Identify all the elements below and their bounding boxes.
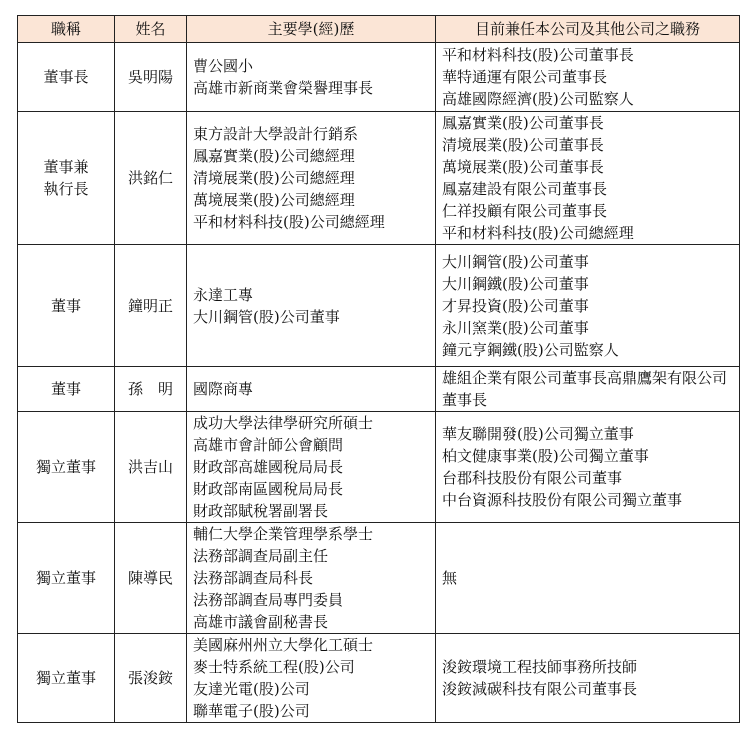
cell-education xyxy=(187,412,436,523)
cell-education xyxy=(187,634,436,723)
cell-positions xyxy=(436,112,740,245)
table-row xyxy=(18,634,740,723)
cell-title-line: 執行長 xyxy=(43,180,89,198)
cell-positions-line: 浚銨減碳科技有限公司董事長 xyxy=(442,680,638,698)
cell-education-line: 輔仁大學企業管理學系學士 xyxy=(193,525,374,543)
cell-education-line: 國際商專 xyxy=(193,380,254,398)
cell-title-line: 獨立董事 xyxy=(35,458,96,476)
cell-education-line: 美國麻州州立大學化工碩士 xyxy=(193,636,374,654)
cell-education-line: 清境展業(股)公司總經理 xyxy=(193,169,355,187)
cell-education-line: 鳳嘉實業(股)公司總經理 xyxy=(193,147,355,165)
cell-title-line: 董事長 xyxy=(43,68,89,86)
cell-positions-line: 清境展業(股)公司董事長 xyxy=(442,136,604,154)
table-body xyxy=(18,43,740,723)
cell-positions-line: 無 xyxy=(442,569,458,587)
cell-education xyxy=(187,43,436,112)
cell-positions-line: 平和材料科技(股)公司董事長 xyxy=(442,46,634,64)
cell-positions-line: 平和材料科技(股)公司總經理 xyxy=(442,224,634,242)
cell-title xyxy=(18,634,115,723)
cell-title xyxy=(18,412,115,523)
cell-positions-line: 柏文健康事業(股)公司獨立董事 xyxy=(442,447,649,465)
cell-education-line: 永達工專 xyxy=(193,285,254,304)
cell-education-line: 東方設計大學設計行銷系 xyxy=(193,125,359,143)
cell-name: 洪銘仁 xyxy=(115,112,187,245)
cell-education-line: 法務部調查局科長 xyxy=(193,569,314,587)
cell-positions-line: 大川鋼鐵(股)公司董事 xyxy=(442,274,589,293)
cell-education-line: 財政部南區國稅局局長 xyxy=(193,480,344,498)
cell-positions xyxy=(436,367,740,412)
cell-name: 陳導民 xyxy=(115,523,187,634)
cell-positions-line: 浚銨環境工程技師事務所技師 xyxy=(442,658,638,676)
cell-title-line: 獨立董事 xyxy=(35,669,96,687)
cell-education-line: 聯華電子(股)公司 xyxy=(193,702,310,720)
cell-title xyxy=(18,112,115,245)
cell-education-line: 法務部調查局副主任 xyxy=(193,547,329,565)
cell-name: 洪吉山 xyxy=(115,412,187,523)
table-row xyxy=(18,43,740,112)
cell-positions-line: 雄組企業有限公司董事長高鼎鷹架有限公司董事長 xyxy=(442,369,728,409)
cell-positions xyxy=(436,634,740,723)
cell-positions-line: 華特通運有限公司董事長 xyxy=(442,68,608,86)
cell-positions-line: 仁祥投顧有限公司董事長 xyxy=(442,202,608,220)
table-row xyxy=(18,523,740,634)
header-name: 姓名 xyxy=(115,16,187,43)
cell-education-line: 成功大學法律學研究所碩士 xyxy=(193,414,374,432)
header-education: 主要學(經)歷 xyxy=(187,16,436,43)
cell-positions-line: 高雄國際經濟(股)公司監察人 xyxy=(442,90,634,108)
cell-positions-line: 華友聯開發(股)公司獨立董事 xyxy=(442,425,634,443)
cell-education-line: 平和材料科技(股)公司總經理 xyxy=(193,213,385,231)
directors-table xyxy=(17,15,740,723)
table-row xyxy=(18,245,740,367)
cell-positions-line: 鳳嘉建設有限公司董事長 xyxy=(442,180,608,198)
cell-education xyxy=(187,367,436,412)
cell-education-line: 萬境展業(股)公司總經理 xyxy=(193,191,355,209)
cell-positions xyxy=(436,523,740,634)
cell-name: 吳明陽 xyxy=(115,43,187,112)
header-title: 職稱 xyxy=(18,16,115,43)
cell-education-line: 高雄市議會副秘書長 xyxy=(193,613,329,631)
cell-name: 孫 明 xyxy=(115,367,187,412)
cell-title xyxy=(18,43,115,112)
cell-positions-line: 永川窯業(股)公司董事 xyxy=(442,318,589,337)
cell-education xyxy=(187,523,436,634)
cell-education-line: 大川鋼管(股)公司董事 xyxy=(193,307,340,326)
cell-education xyxy=(187,112,436,245)
cell-education-line: 友達光電(股)公司 xyxy=(193,680,310,698)
cell-education-line: 高雄市新商業會榮譽理事長 xyxy=(193,79,374,97)
cell-title-line: 獨立董事 xyxy=(35,569,96,587)
header-positions: 目前兼任本公司及其他公司之職務 xyxy=(436,16,740,43)
table-row xyxy=(18,112,740,245)
cell-education-line: 財政部高雄國稅局局長 xyxy=(193,458,344,476)
cell-title-line: 董事 xyxy=(50,296,81,315)
directors-table-wrapper xyxy=(17,15,740,723)
cell-title-line: 董事兼 xyxy=(43,158,89,176)
cell-positions-line: 才昇投資(股)公司董事 xyxy=(442,296,589,315)
cell-positions-line: 大川鋼管(股)公司董事 xyxy=(442,252,589,271)
cell-positions-line: 鐘元亨鋼鐵(股)公司監察人 xyxy=(442,340,619,359)
cell-title xyxy=(18,367,115,412)
cell-title xyxy=(18,245,115,367)
cell-title xyxy=(18,523,115,634)
table-row xyxy=(18,367,740,412)
cell-positions xyxy=(436,412,740,523)
cell-education-line: 法務部調查局專門委員 xyxy=(193,591,344,609)
cell-positions-line: 萬境展業(股)公司董事長 xyxy=(442,158,604,176)
cell-positions xyxy=(436,43,740,112)
cell-education-line: 高雄市會計師公會顧問 xyxy=(193,436,344,454)
cell-name: 張浚銨 xyxy=(115,634,187,723)
cell-positions-line: 台郡科技股份有限公司董事 xyxy=(442,469,623,487)
cell-title-line: 董事 xyxy=(50,380,81,398)
table-row xyxy=(18,412,740,523)
cell-name: 鐘明正 xyxy=(115,245,187,367)
cell-positions-line: 中台資源科技股份有限公司獨立董事 xyxy=(442,491,683,509)
cell-education-line: 財政部賦稅署副署長 xyxy=(193,502,329,520)
cell-education xyxy=(187,245,436,367)
cell-education-line: 曹公國小 xyxy=(193,57,254,75)
header-row xyxy=(18,16,740,43)
cell-education-line: 麥士特系統工程(股)公司 xyxy=(193,658,355,676)
cell-positions xyxy=(436,245,740,367)
cell-positions-line: 鳳嘉實業(股)公司董事長 xyxy=(442,114,604,132)
